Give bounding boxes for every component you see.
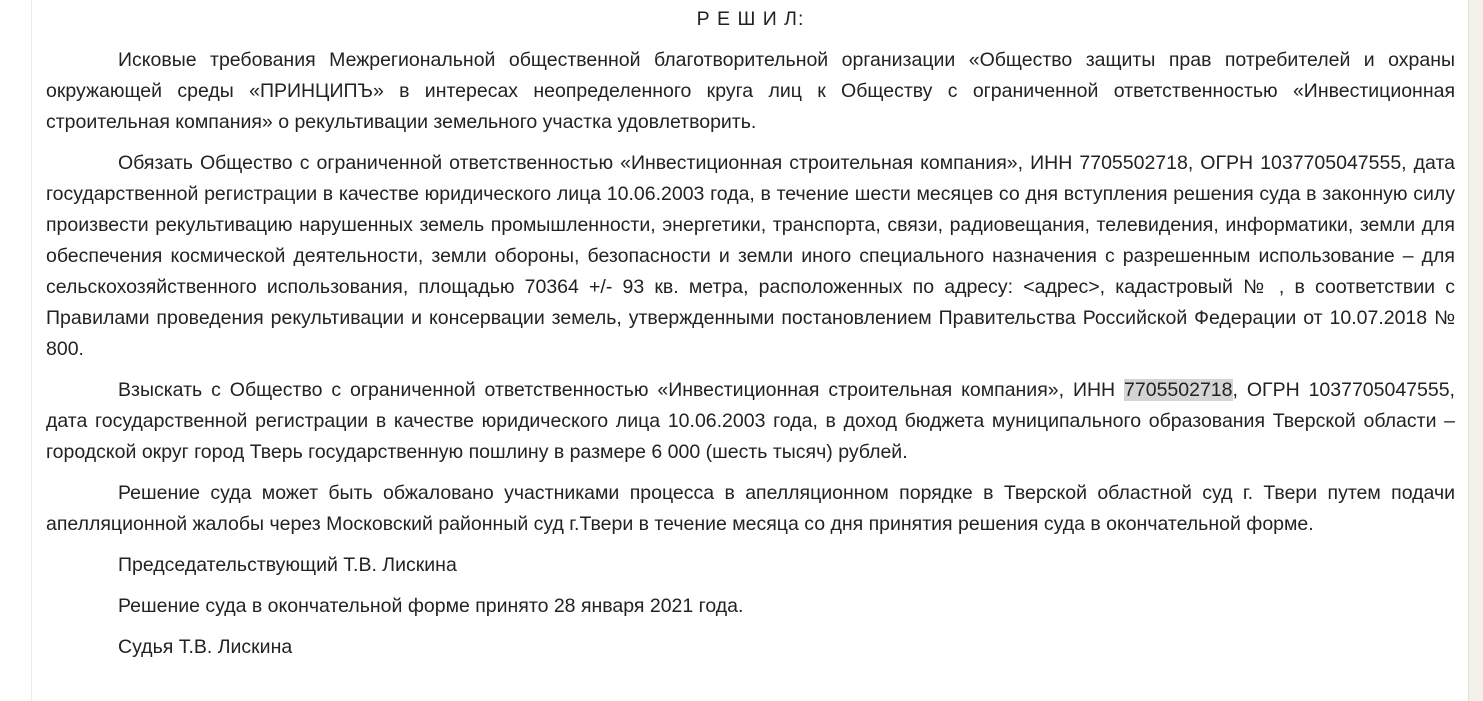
paragraph-state-duty xyxy=(46,375,1455,468)
document-body xyxy=(46,4,1455,673)
state-duty-text-end: , ОГРН 1037705047555, дата государственной регистрации в качестве юридического лица 10.06.2003 года, в доход бюджета муниципального образования Тверской области – городской округ город Тверь государственную пошлину в размере 6 000 (шесть тысяч) рублей. xyxy=(46,379,1455,463)
state-duty-text-start: Взыскать с Общество с ограниченной ответственностью «Инвестиционная строительная компания», ИНН xyxy=(118,379,1125,401)
final-form-date: Решение суда в окончательной форме принято 28 января 2021 года. xyxy=(118,595,744,617)
paragraph-claims-granted: Исковые требования Межрегиональной общественной благотворительной организации «Общество защиты прав потребителей и охраны окружающей среды «ПРИНЦИПЪ» в интересах неопределенного круга лиц к Обществу с ограниченной ответственностью «Инвестиционная строительная компания» о рекультивации земельного участка удовлетворить. xyxy=(46,49,1455,133)
paragraph-obligation: Обязать Общество с ограниченной ответственностью «Инвестиционная строительная компания», ИНН 7705502718, ОГРН 1037705047555, дата государственной регистрации в качестве юридического лица 10.06.2003 года, в течение шести месяцев со дня вступления решения суда в законную силу произвести рекультивацию нарушенных земель промышленности, энергетики, транспорта, связи, радиовещания, телевидения, информатики, земли для обеспечения космической деятельности, земли обороны, безопасности и земли иного специального назначения с разрешенным использование – для сельскохозяйственного использования, площадью 70364 +/- 93 кв. метра, расположенных по адресу: <адрес>, кадастровый № , в соответствии с Правилами проведения рекультивации и консервации земель, утвержденными постановлением Правительства Российской Федерации от 10.07.2018 № 800. xyxy=(46,152,1455,360)
decision-heading: Р Е Ш И Л: xyxy=(696,8,805,30)
judge-signature: Судья Т.В. Лискина xyxy=(118,636,293,658)
highlighted-inn: 7705502718 xyxy=(1124,379,1233,401)
paragraph-appeal: Решение суда может быть обжаловано участниками процесса в апелляционном порядке в Тверской областной суд г. Твери путем подачи апелляционной жалобы через Московский районный суд г.Твери в течение месяца со дня принятия решения суда в окончательной форме. xyxy=(46,482,1455,535)
presiding-judge: Председательствующий Т.В. Лискина xyxy=(118,554,457,576)
page-left-edge xyxy=(31,0,32,701)
right-page-gutter xyxy=(1468,0,1483,701)
